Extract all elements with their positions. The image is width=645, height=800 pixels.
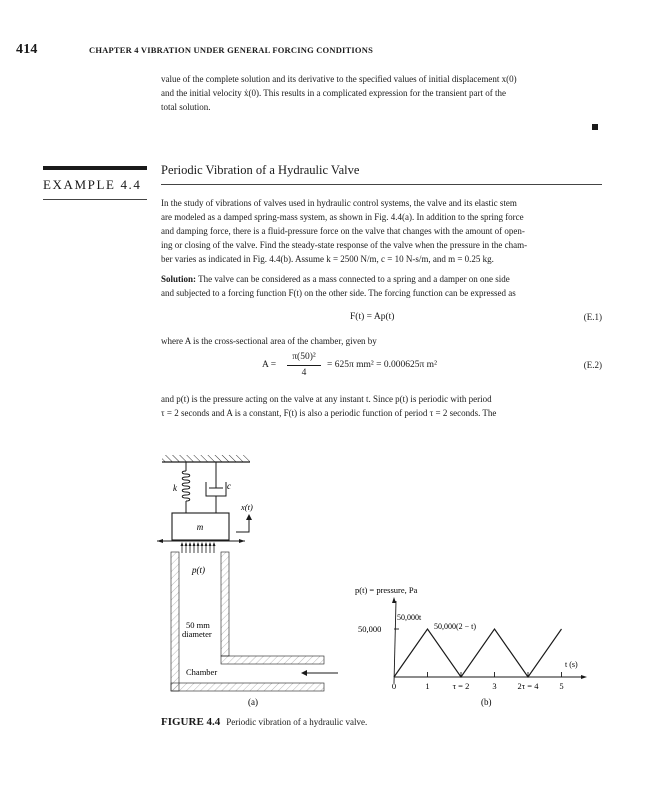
equation-number-e2: (E.2) — [583, 360, 602, 370]
where-text: where A is the cross-sectional area of the chamber, given by — [161, 336, 377, 346]
pressure-label: p(t) — [192, 565, 205, 575]
pressure-waveform — [394, 629, 562, 677]
problem-line: ing or closing of the valve. Find the steady-state response of the valve when the pressure in the cham- — [161, 240, 528, 250]
equation-number-e1: (E.1) — [583, 312, 602, 322]
spring — [182, 462, 190, 513]
diameter-label-1: 50 mm — [186, 620, 210, 630]
spring-label: k — [173, 483, 177, 493]
mass-label: m — [196, 522, 204, 532]
x-tick-label: 2τ = 4 — [517, 681, 539, 691]
page-number: 414 — [16, 42, 38, 57]
y-axis — [394, 601, 396, 683]
x-tick-label: 3 — [492, 681, 497, 691]
y-axis-arrow — [392, 597, 396, 603]
x-tick-label: τ = 2 — [452, 681, 470, 691]
figure-caption — [161, 716, 367, 728]
problem-line: and damping force, there is a fluid-pressure force on the valve that changes with the amount of open- — [161, 226, 525, 236]
x-tick-label: 1 — [425, 681, 430, 691]
ceiling-hatch — [162, 455, 250, 462]
guide-arrow-right — [239, 539, 245, 543]
example-label: EXAMPLE 4.4 — [43, 177, 142, 192]
solution-heading: Solution: — [161, 274, 197, 284]
running-title: CHAPTER 4 VIBRATION UNDER GENERAL FORCING CONDITIONS — [89, 45, 374, 55]
equation-e2-rhs: = 625π mm² = 0.000625π m² — [327, 360, 437, 370]
intro-line: and the initial velocity ẋ(0). This results in a complicated expression for the transient part of the — [161, 88, 506, 98]
problem-line: are modeled as a damped spring-mass system, as shown in Fig. 4.4(a). In addition to the spring force — [161, 212, 524, 222]
problem-line: ber varies as indicated in Fig. 4.4(b). Assume k = 2500 N/m, c = 10 N-s/m, and m = 0.25 kg. — [161, 254, 494, 264]
x-ticks — [392, 672, 564, 691]
equation-e2-numerator: π(50)² — [292, 352, 316, 362]
part-a-sublabel: (a) — [248, 697, 258, 707]
guide-arrow-left — [157, 539, 163, 543]
rise-label: 50,000t — [397, 613, 422, 622]
x-tick-label: 5 — [559, 681, 564, 691]
damper — [206, 462, 226, 513]
diameter-label-2: diameter — [182, 629, 212, 639]
y-tick-label: 50,000 — [358, 624, 382, 634]
figure-part-a — [157, 455, 338, 707]
y-axis-label: p(t) = pressure, Pa — [355, 585, 418, 595]
equation-e2-lhs: A = — [262, 360, 277, 370]
equation-e2-denominator: 4 — [301, 368, 307, 378]
solution-line-text: The valve can be considered as a mass connected to a spring and a damper on one side — [196, 274, 510, 284]
pressure-arrow-heads — [181, 542, 216, 546]
intro-line: value of the complete solution and its derivative to the specified values of initial displacement x(0) — [161, 74, 517, 84]
x-axis-label: t (s) — [565, 660, 578, 669]
x-tick-label: 0 — [391, 681, 397, 691]
solution-line: and subjected to a forcing function F(t) on the other side. The forcing function can be expressed as — [161, 288, 516, 298]
part-b-sublabel: (b) — [481, 697, 492, 707]
x-axis-arrow — [581, 675, 587, 679]
after-line: and p(t) is the pressure acting on the valve at any instant t. Since p(t) is periodic with period — [161, 394, 492, 404]
displacement-label: x(t) — [241, 502, 253, 512]
example-title: Periodic Vibration of a Hydraulic Valve — [161, 163, 360, 177]
chamber-label: Chamber — [186, 667, 218, 677]
equation-e1: F(t) = Ap(t) — [350, 312, 395, 322]
intro-line: total solution. — [161, 102, 211, 112]
fall-label: 50,000(2 − t) — [434, 622, 477, 631]
problem-line: In the study of vibrations of valves used in hydraulic control systems, the valve and its elastic stem — [161, 198, 517, 208]
figure-caption-text: Periodic vibration of a hydraulic valve. — [226, 717, 368, 727]
figure-part-b — [355, 585, 587, 707]
damper-label: c — [227, 481, 231, 491]
displacement-arrow — [236, 515, 249, 532]
figure-label: FIGURE 4.4 — [161, 716, 221, 728]
after-line: τ = 2 seconds and A is a constant, F(t) is also a periodic function of period τ = 2 seconds. The — [161, 408, 497, 418]
